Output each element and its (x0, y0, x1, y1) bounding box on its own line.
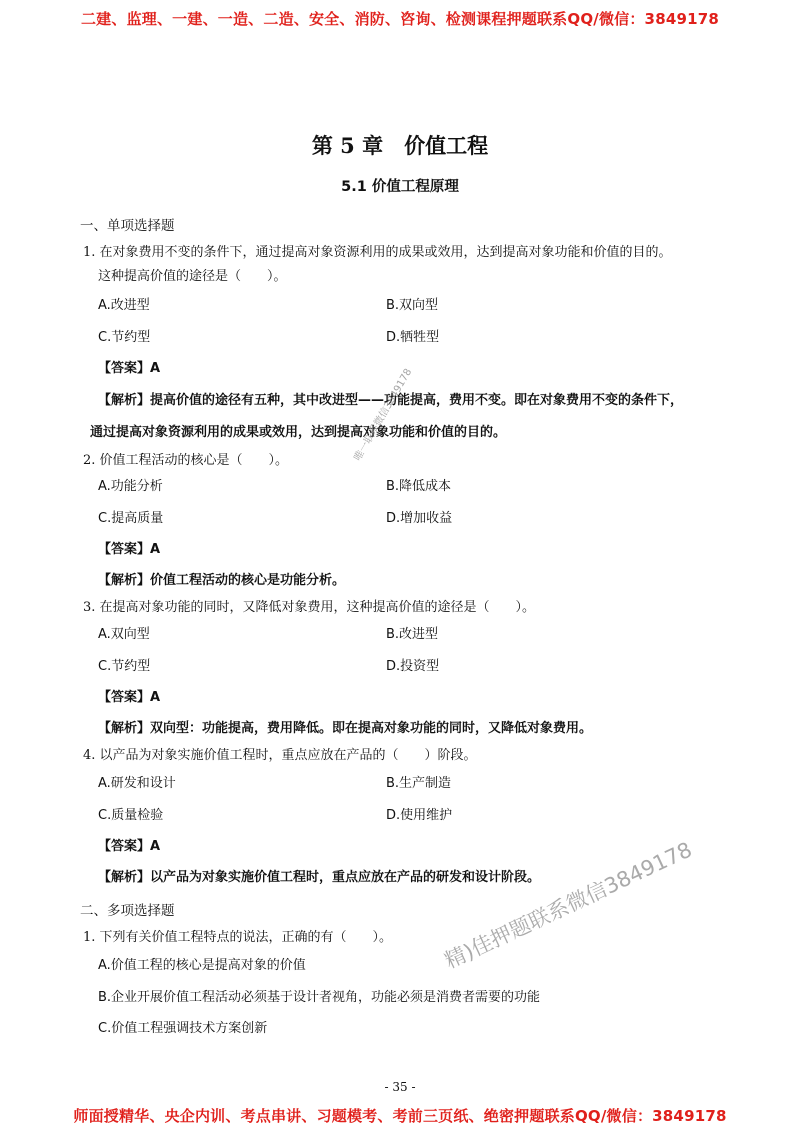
page-number: - 35 - (384, 1080, 416, 1094)
question-3-option-d: D.投资型 (386, 659, 440, 674)
question-1-explanation: 【解析】提高价值的途径有五种，其中改进型——功能提高，费用不变。即在对象费用不变的条件下， (98, 393, 684, 408)
question-1-option-c: C.节约型 (98, 330, 151, 345)
question-4-option-c: C.质量检验 (98, 808, 164, 823)
footer-banner: 师面授精华、央企内训、考点串讲、习题模考、考前三页纸、绝密押题联系QQ/微信：3849178 (73, 1107, 727, 1125)
multi-question-1-option-a: A.价值工程的核心是提高对象的价值 (98, 958, 306, 973)
question-3-option-c: C.节约型 (98, 659, 151, 674)
header-banner: 二建、监理、一建、一造、二造、安全、消防、咨询、检测课程押题联系QQ/微信：3849178 (80, 10, 720, 28)
question-2-option-c: C.提高质量 (98, 511, 164, 526)
question-3-option-a: A.双向型 (98, 627, 150, 642)
question-1-answer: 【答案】A (98, 361, 161, 376)
question-3-option-b: B.改进型 (386, 627, 439, 642)
question-4-option-a: A.研发和设计 (98, 776, 176, 791)
question-1-stem-cont: 这种提高价值的途径是（ ）。 (98, 269, 287, 284)
question-4-answer: 【答案】A (98, 839, 161, 854)
question-2-option-b: B.降低成本 (386, 479, 452, 494)
multi-question-1-stem: 1. 下列有关价值工程特点的说法，正确的有（ ）。 (83, 930, 393, 945)
question-2-option-a: A.功能分析 (98, 479, 163, 494)
chapter-title: 第 5 章 价值工程 (311, 133, 489, 158)
question-2-option-d: D.增加收益 (386, 511, 453, 526)
question-3-stem: 3. 在提高对象功能的同时，又降低对象费用，这种提高价值的途径是（ ）。 (83, 600, 536, 615)
multi-choice-heading: 二、多项选择题 (80, 903, 175, 919)
question-1-explanation-cont: 通过提高对象资源利用的成果或效用，达到提高对象功能和价值的目的。 (90, 425, 507, 440)
section-title: 5.1 价值工程原理 (341, 179, 459, 195)
watermark-small: 唯一联系微信3849178 (352, 366, 415, 463)
question-4-explanation: 【解析】以产品为对象实施价值工程时，重点应放在产品的研发和设计阶段。 (98, 870, 541, 885)
multi-question-1-option-b: B.企业开展价值工程活动必须基于设计者视角，功能必须是消费者需要的功能 (98, 990, 541, 1005)
question-2-answer: 【答案】A (98, 542, 161, 557)
question-2-stem: 2. 价值工程活动的核心是（ ）。 (83, 453, 289, 468)
single-choice-heading: 一、单项选择题 (80, 218, 175, 234)
question-4-option-b: B.生产制造 (386, 776, 452, 791)
question-1-option-d: D.牺牲型 (386, 330, 440, 345)
question-3-answer: 【答案】A (98, 690, 161, 705)
question-2-explanation: 【解析】价值工程活动的核心是功能分析。 (98, 573, 346, 588)
question-1-stem: 1. 在对象费用不变的条件下，通过提高对象资源利用的成果或效用，达到提高对象功能和价值的目的。 (83, 245, 672, 260)
question-1-option-b: B.双向型 (386, 298, 439, 313)
watermark-large: 精)佳押题联系微信3849178 (441, 837, 696, 974)
question-4-stem: 4. 以产品为对象实施价值工程时，重点应放在产品的（ ）阶段。 (83, 748, 477, 763)
question-1-option-a: A.改进型 (98, 298, 150, 313)
multi-question-1-option-c: C.价值工程强调技术方案创新 (98, 1021, 268, 1036)
question-3-explanation: 【解析】双向型：功能提高，费用降低。即在提高对象功能的同时，又降低对象费用。 (98, 721, 593, 736)
question-4-option-d: D.使用维护 (386, 808, 453, 823)
